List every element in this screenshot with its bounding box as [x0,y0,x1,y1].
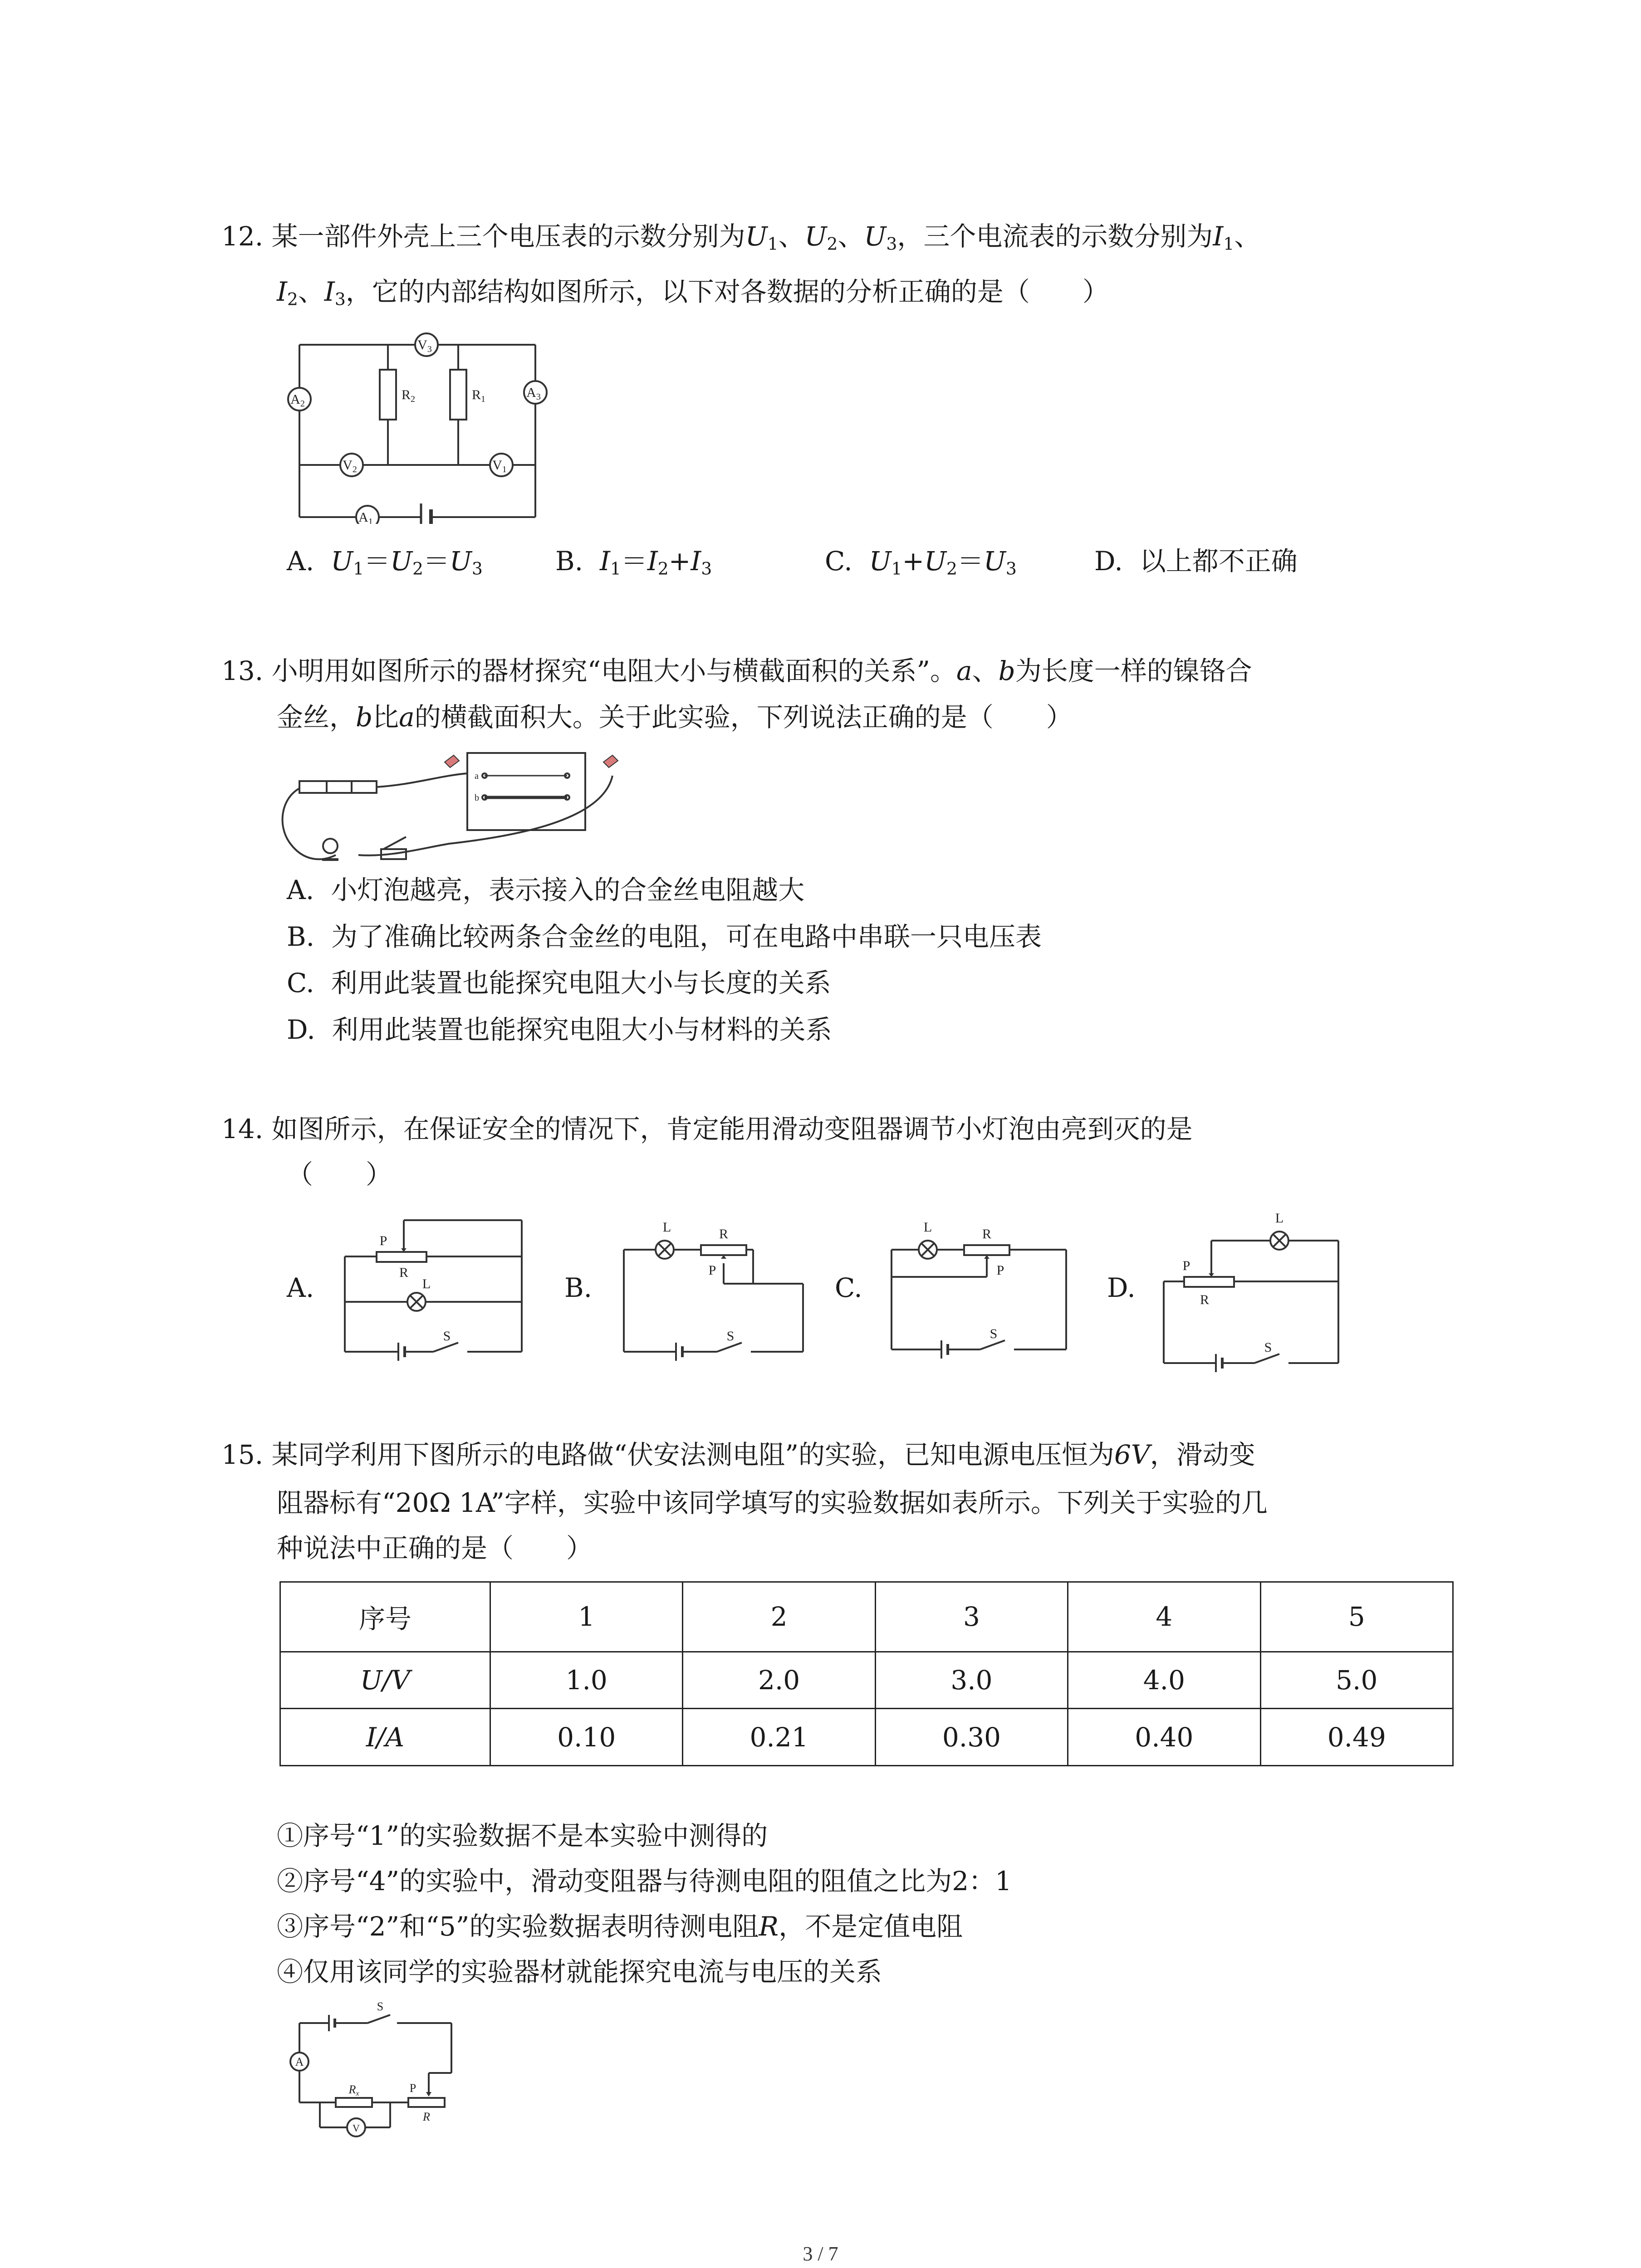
table-cell: 5.0 [1260,1652,1453,1709]
wire-label-b: b [475,793,479,803]
q15-data-table [279,1581,1454,1766]
q14-stem-line2: （ ） [287,1159,392,1190]
q14-circuit-b [612,1211,817,1361]
q13-stem-line1: 13. 小明用如图所示的器材探究“电阻大小与横截面积的关系”。a、b为长度一样的镍铬合 [221,655,1252,686]
table-cell: 3.0 [875,1652,1068,1709]
table-cell: 0.40 [1068,1709,1260,1766]
table-row [280,1582,1453,1652]
label-p-a: P [379,1233,387,1248]
table-cell: 序号 [280,1582,490,1652]
q14-option-a[interactable]: A. [287,1272,314,1303]
q15-stem-line1: 15. 某同学利用下图所示的电路做“伏安法测电阻”的实验，已知电源电压恒为6V，滑动变 [221,1439,1255,1470]
label-l-d: L [1275,1211,1284,1226]
q12-option-b[interactable]: B. $I_1=I_2+I_3$ [555,546,712,579]
q14-circuit-d [1152,1202,1352,1374]
q15-stem-line2: 阻器标有“20Ω 1A”字样，实验中该同学填写的实验数据如表所示。下列关于实验的几 [277,1487,1268,1518]
table-cell: 4 [1068,1582,1260,1652]
label-a1: $A_1$ [358,510,373,524]
label-p-d: P [1182,1258,1190,1273]
table-cell: 3 [875,1582,1068,1652]
table-cell: I/A [280,1709,490,1766]
label-v-q15: V [353,2122,360,2134]
q14-option-d[interactable]: D. [1107,1272,1136,1303]
label-a3: $A_3$ [526,385,541,402]
label-a-q15: A [295,2055,304,2068]
label-s-b: S [726,1329,735,1344]
label-v2: $V_2$ [343,458,357,474]
q13-option-a[interactable]: A. 小灯泡越亮，表示接入的合金丝电阻越大 [287,875,805,905]
label-l-c: L [923,1220,932,1235]
q15-statement-3: ③序号“2”和“5”的实验数据表明待测电阻R，不是定值电阻 [277,1911,963,1942]
page-number: 3 / 7 [803,2243,838,2265]
q12-stem-line1: 12. 某一部件外壳上三个电压表的示数分别为$U_1$、$U_2$、$U_3$，三个电流表的示数分别为$I_1$、 [221,221,1261,254]
label-v1: $V_1$ [492,458,507,474]
label-l-a: L [422,1276,431,1291]
q13-option-d[interactable]: D. 利用此装置也能探究电阻大小与材料的关系 [287,1014,832,1045]
q15-circuit-diagram [277,1996,467,2150]
label-r1: $R_1$ [471,387,486,404]
table-cell: 1 [490,1582,683,1652]
q13-option-b[interactable]: B. 为了准确比较两条合金丝的电阻，可在电路中串联一只电压表 [287,921,1042,952]
table-cell: 0.10 [490,1709,683,1766]
label-r-q15: R [423,2110,430,2123]
table-cell: 2.0 [683,1652,875,1709]
table-row [280,1709,1453,1766]
q13-option-c[interactable]: C. 利用此装置也能探究电阻大小与长度的关系 [287,968,831,998]
label-p-b: P [708,1263,716,1278]
q13-apparatus-diagram [277,748,631,875]
label-s-a: S [443,1329,451,1344]
q15-statement-2: ②序号“4”的实验中，滑动变阻器与待测电阻的阻值之比为2：1 [277,1866,1012,1897]
label-s-c: S [989,1326,998,1341]
table-cell: 4.0 [1068,1652,1260,1709]
q13-stem-line2: 金丝，b比a的横截面积大。关于此实验，下列说法正确的是（ ） [277,702,1073,733]
q12-option-d[interactable]: D. 以上都不正确 [1094,546,1298,577]
table-cell: 2 [683,1582,875,1652]
table-cell: 5 [1260,1582,1453,1652]
label-p-q15: P [409,2082,416,2095]
label-r-a: R [399,1265,409,1280]
q14-option-b[interactable]: B. [564,1272,593,1303]
q12-option-a[interactable]: A. $U_1=U_2=U_3$ [287,546,483,579]
label-s-d: S [1264,1340,1272,1355]
q14-circuit-a [336,1211,535,1365]
label-p-c: P [996,1263,1004,1278]
label-r-c: R [982,1227,992,1242]
q15-statement-4: ④仅用该同学的实验器材就能探究电流与电压的关系 [277,1956,882,1987]
clip-right-icon [603,755,618,767]
table-cell: 0.30 [875,1709,1068,1766]
slider-arrow-q15-icon [426,2092,431,2097]
table-row [280,1652,1453,1709]
q15-statement-1: ①序号“1”的实验数据不是本实验中测得的 [277,1820,768,1851]
label-rx-q15: Rx [348,2083,359,2097]
q15-stem-line3: 种说法中正确的是（ ） [277,1533,593,1564]
q14-option-c[interactable]: C. [835,1272,862,1303]
q14-circuit-c [880,1209,1080,1359]
q12-stem-line2: $I_2$、$I_3$，它的内部结构如图所示，以下对各数据的分析正确的是（ ） [277,276,1109,309]
label-l-b: L [662,1220,671,1235]
q14-stem-line1: 14. 如图所示，在保证安全的情况下，肯定能用滑动变阻器调节小灯泡由亮到灭的是 [221,1114,1193,1144]
table-cell: 1.0 [490,1652,683,1709]
table-cell: U/V [280,1652,490,1709]
label-r-d: R [1200,1292,1210,1307]
label-r-b: R [719,1227,729,1242]
label-s-q15: S [377,2000,384,2013]
q12-option-c[interactable]: C. $U_1+U_2=U_3$ [825,546,1017,579]
table-cell: 0.49 [1260,1709,1453,1766]
q12-circuit-diagram [277,329,567,524]
label-r2: $R_2$ [401,387,416,404]
label-a2: $A_2$ [290,392,305,409]
clip-left-icon [445,755,459,767]
label-v3: $V_3$ [417,337,432,354]
table-cell: 0.21 [683,1709,875,1766]
wire-label-a: a [475,771,479,781]
